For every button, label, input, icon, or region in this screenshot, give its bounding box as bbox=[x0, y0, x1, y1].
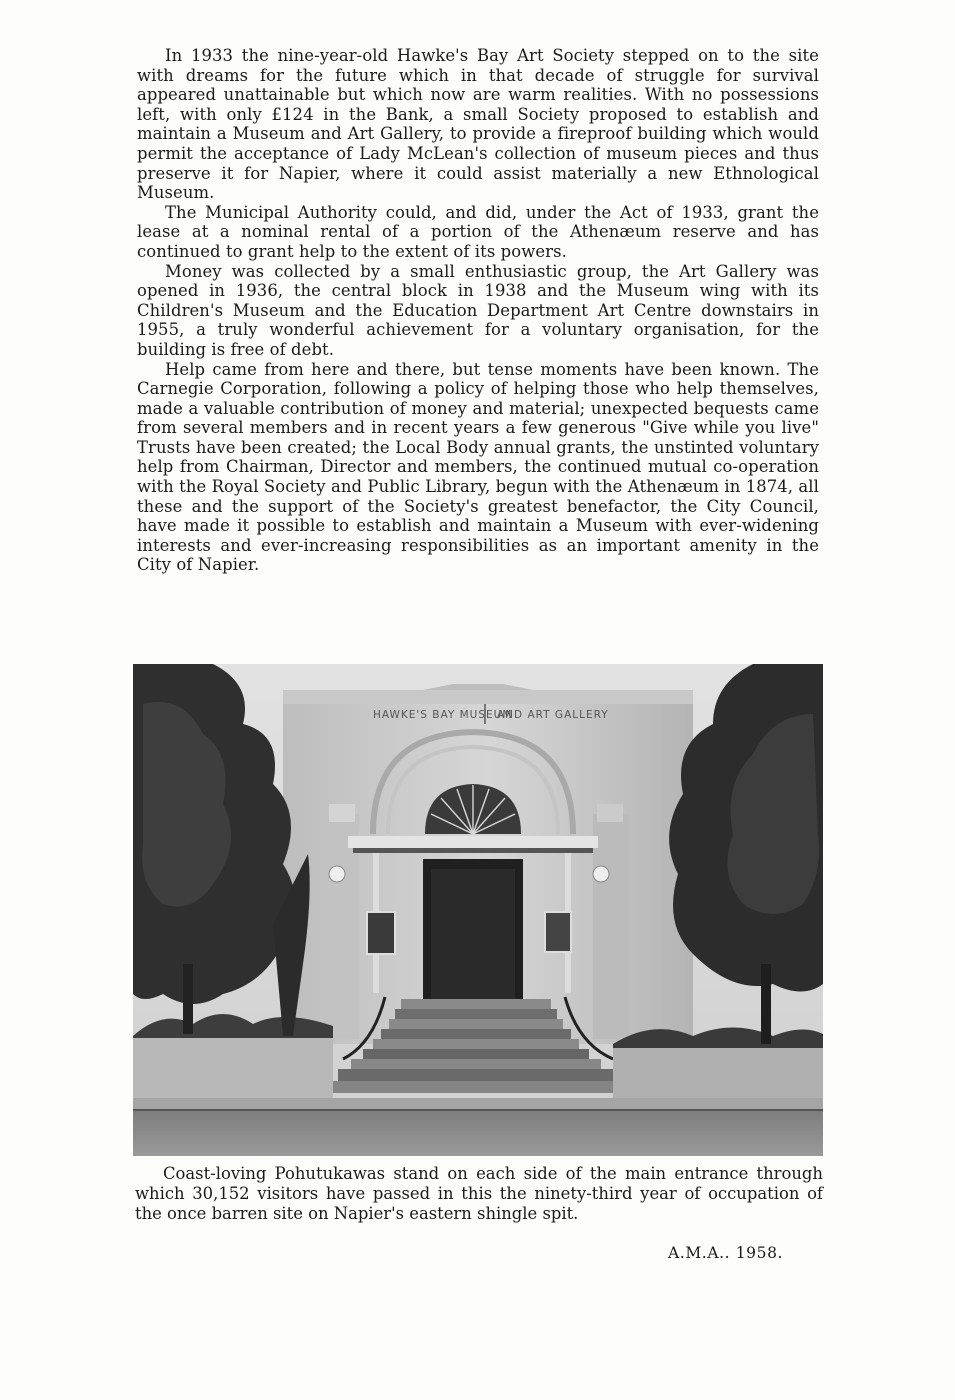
photo-caption bbox=[135, 1164, 823, 1225]
facade-sign-right: AND ART GALLERY bbox=[497, 709, 609, 721]
facade-sign-left: HAWKE'S BAY MUSEUM bbox=[373, 709, 513, 721]
museum-photo-drawing bbox=[133, 664, 823, 1156]
paragraph-2: The Municipal Authority could, and did, under the Act of 1933, grant the lease at a nominal rental of a portion of the Athenæum reserve and has continued to grant help to the extent of its powers. bbox=[137, 202, 819, 261]
paragraph-1: In 1933 the nine-year-old Hawke's Bay Art Society stepped on to the site with dreams for the future which in that decade of struggle for survival appeared unattainable but which now are warm realities. With no possessions left, with only £124 in the Bank, a small Society proposed to establish and maintain a Museum and Art Gallery, to provide a fireproof building which would permit the acceptance of Lady McLean's collection of museum pieces and thus preserve it for Napier, where it could assist materially a new Ethnological Museum. bbox=[137, 46, 819, 203]
paragraph-3: Money was collected by a small enthusiastic group, the Art Gallery was opened in 1936, the central block in 1938 and the Museum wing with its Children's Museum and the Education Department Art Centre downstairs in 1955, a truly wonderful achievement for a voluntary organisation, for the building is free of debt. bbox=[137, 261, 819, 359]
museum-photograph bbox=[133, 664, 823, 1156]
paragraph-4: Help came from here and there, but tense moments have been known. The Carnegie Corporation, following a policy of helping those who help themselves, made a valuable contribution of money and material; unexpected bequests came from several members and in recent years a few generous "Give while you live" Trusts have been created; the Local Body annual grants, the unstinted voluntary help from Chairman, Director and members, the continued mutual co-operation with the Royal Society and Public Library, begun with the Athenæum in 1874, all these and the support of the Society's greatest benefactor, the City Council, have made it possible to establish and maintain a Museum with ever-widening interests and ever-increasing responsibilities as an important amenity in the City of Napier. bbox=[137, 359, 819, 575]
author-signature: A.M.A.. 1958. bbox=[668, 1244, 784, 1262]
caption-text: Coast-loving Pohutukawas stand on each side of the main entrance through which 30,152 visitors have passed in this the ninety-third year of occupation of the once barren site on Napier's eastern shingle spit. bbox=[135, 1164, 823, 1224]
article-body bbox=[137, 46, 819, 575]
